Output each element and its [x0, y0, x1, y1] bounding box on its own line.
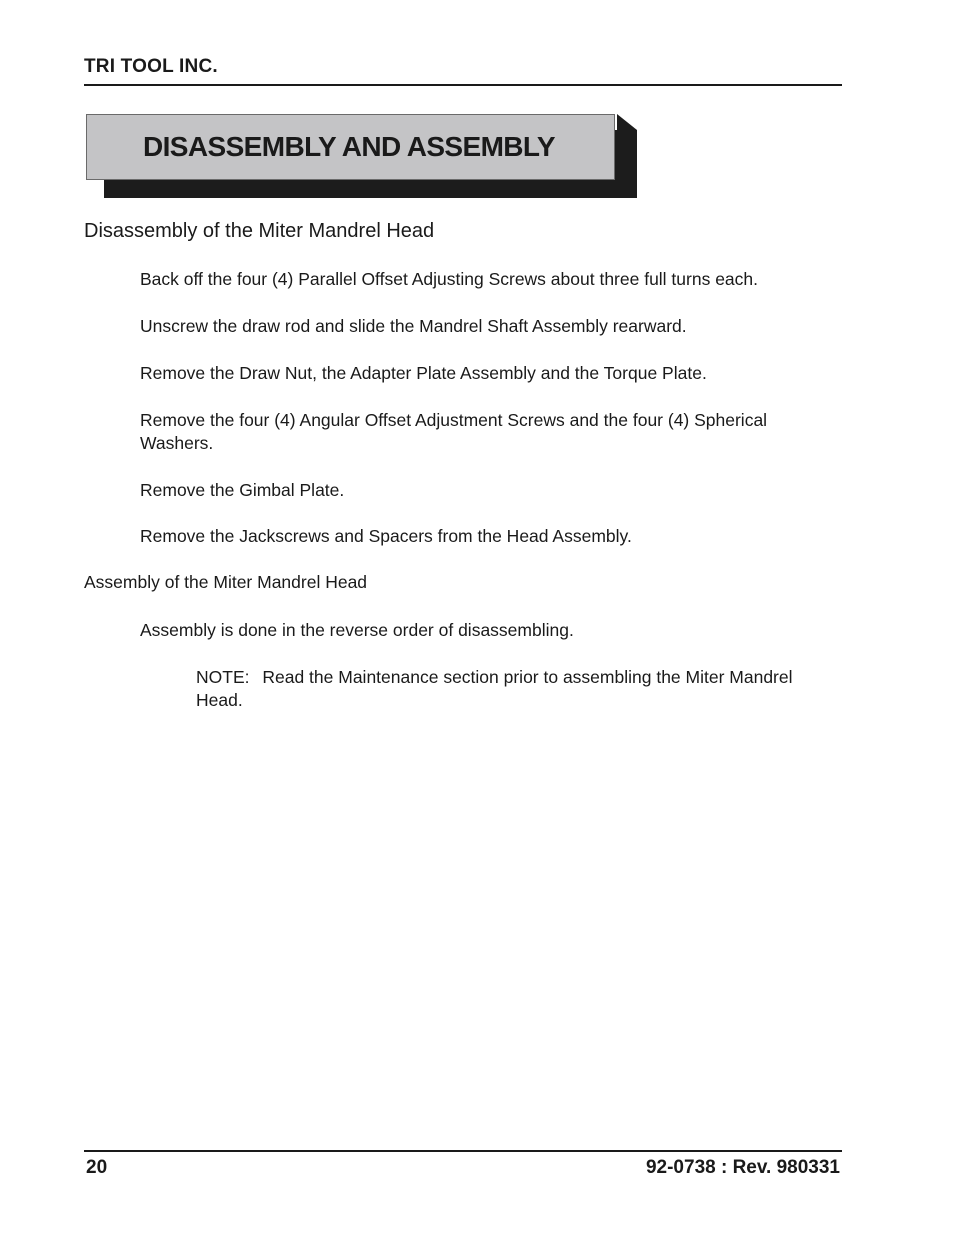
- disassembly-step: Remove the Jackscrews and Spacers from the Head Assembly.: [140, 526, 632, 546]
- banner-shadow-corner: [617, 114, 637, 130]
- company-name: TRI TOOL INC.: [84, 56, 218, 77]
- note-label: NOTE:: [196, 667, 250, 687]
- assembly-heading: Assembly of the Miter Mandrel Head: [84, 572, 368, 592]
- disassembly-step: Remove the four (4) Angular Offset Adjustment Screws and the four (4) Spherical Washers.: [140, 410, 768, 453]
- footer-rule: [84, 1150, 842, 1152]
- assembly-step: Assembly is done in the reverse order of disassembling.: [140, 620, 574, 640]
- disassembly-step: Remove the Draw Nut, the Adapter Plate Assembly and the Torque Plate.: [140, 363, 707, 383]
- banner-title: DISASSEMBLY AND ASSEMBLY: [143, 131, 555, 162]
- disassembly-step: Unscrew the draw rod and slide the Mandrel Shaft Assembly rearward.: [140, 316, 687, 336]
- section-banner: [86, 114, 615, 180]
- note-text: Read the Maintenance section prior to assembling the Miter Mandrel Head.: [196, 667, 793, 710]
- document-reference: 92-0738 : Rev. 980331: [645, 1157, 840, 1178]
- note: [196, 666, 841, 712]
- disassembly-step: Remove the Gimbal Plate.: [140, 480, 345, 500]
- page-number: 20: [86, 1157, 108, 1178]
- disassembly-heading: Disassembly of the Miter Mandrel Head: [84, 220, 435, 242]
- disassembly-step: Back off the four (4) Parallel Offset Adjusting Screws about three full turns each.: [140, 269, 759, 289]
- header-rule: [84, 84, 842, 86]
